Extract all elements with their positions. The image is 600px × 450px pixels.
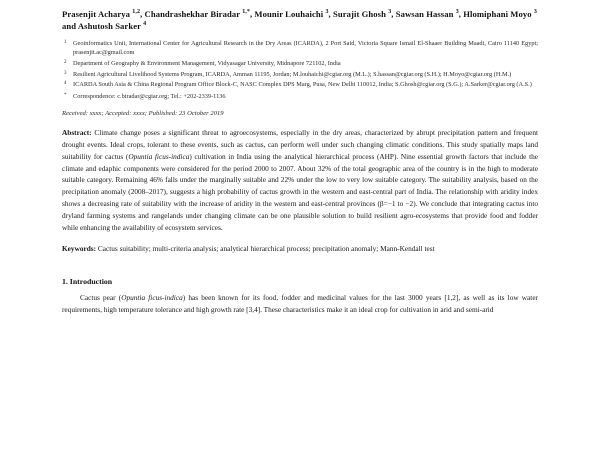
affiliation-item — [62, 80, 538, 89]
page-bottom-fade — [0, 434, 600, 450]
affiliation-item — [62, 70, 538, 79]
introduction-paragraph: Cactus pear (Opuntia ficus-indica) has been known for its food, fodder and medicinal values for the last 3000 years [1,2], as well as its low water requirements, high temperature tolerance and high growth rate [3,4]. These characteristics make it an ideal crop for cultivation in arid and semi-arid — [62, 293, 538, 315]
affiliation-text: Resilient Agricultural Livelihood Systems Program, ICARDA, Amman 11195, Jordan; M.louhaichi@cgiar.org (M.L.); S.hassan@cgiar.org (S.H.); H.Moyo@cgiar.org (H.M.) — [73, 70, 512, 78]
affiliation-text: Department of Geography & Environment Management, Vidyasagar University, Midnapore 721102, India — [73, 59, 341, 67]
affiliation-marker: 2 — [64, 59, 67, 65]
section-title-introduction: 1. Introduction — [62, 277, 113, 287]
abstract-text: Climate change poses a significant threat to agroecosystems, especially in the dry areas, characterized by abrupt precipitation pattern and frequent drought events. Ideal crops, tolerant to these events, such as cactus, can perform well under such changing climatic conditions. This study spatially maps land suitability for cactus (Opuntia ficus-indica) cultivation in India using the analytical hierarchical process (AHP). Nine essential growth factors that include the climate and edaphic components were considered for the period 2000 to 2007. About 32% of the total geographic area of the country is in the high to moderate suitable category. Remaining 46% falls under the marginally suitable and 22% under the low to very low suitable category. The suitability analysis, based on the precipitation anomaly (2008–2017), suggests a high probability of cactus growth in the western and east-central part of India. The relationship with aridity index shows a decreasing rate of suitability with the increase of aridity in the western and east-central provinces (β=−1 to −2). We conclude that integrating cactus into dryland farming systems and rangelands under changing climate can be one plausible solution to build resilient agro-ecosystems that provide food and fodder while enhancing the availability of ecosystem services. — [62, 128, 538, 232]
abstract — [62, 127, 538, 233]
affiliation-text: Geoinformatics Unit, International Center for Agricultural Research in the Dry Areas (ICARDA), 2 Port Said, Victoria Square Ismail El-Shaaer Building Maadi, Cairo 11140 Egypt; prasenjit.ac@gmail.com — [73, 39, 538, 57]
correspondence — [62, 92, 538, 101]
affiliation-marker: 1 — [64, 39, 67, 45]
abstract-label: Abstract: — [62, 128, 92, 138]
correspondence-text: Correspondence: c.biradar@cgiar.org; Tel.: +202-2339-1136 — [73, 92, 226, 100]
correspondence-marker: * — [64, 92, 67, 98]
authors-line — [62, 8, 538, 33]
authors-text: Prasenjit Acharya $^{1,2}$, Chandrashekhar Biradar $^{1,*}$, Mounir Louhaichi $^3$, Surajit Ghosh $^3$, Sawsan Hassan $^3$, Hlomiphani Moyo $^3$ and Ashutosh Sarker $^4$ — [62, 9, 537, 32]
affiliation-marker: 3 — [64, 70, 67, 76]
affiliation-marker: 4 — [64, 81, 67, 87]
keywords-text: Cactus suitability; multi-criteria analysis; analytical hierarchical process; precipitation anomaly; Mann-Kendall test — [96, 244, 435, 254]
affiliation-item — [62, 39, 538, 58]
affiliation-text: ICARDA South Asia & China Regional Program Office Block-C, NASC Complex DPS Marg, Pusa, New Delhi 110012, India; S.Ghosh@cgiar.org (S.G.); A.Sarker@cgiar.org (A.S.) — [73, 81, 532, 89]
keywords-label: Keywords: — [62, 244, 97, 254]
affiliation-item — [62, 59, 538, 68]
keywords — [62, 243, 538, 255]
publication-dates: Received: xxxx; Accepted: xxxx; Published: 23 October 2019 — [62, 110, 224, 118]
affiliation-list — [62, 39, 538, 90]
